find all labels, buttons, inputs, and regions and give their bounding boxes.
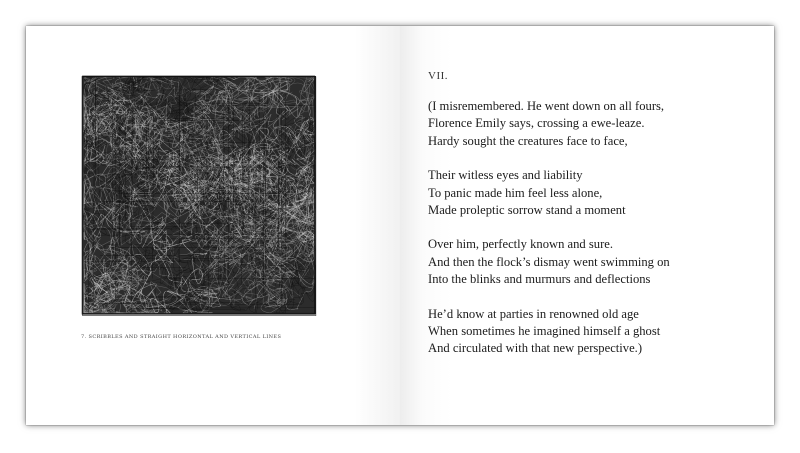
poem bbox=[428, 98, 670, 375]
stanza-4 bbox=[428, 306, 670, 358]
poem-line: And then the flock’s dismay went swimming on bbox=[428, 254, 670, 269]
poem-line: Their witless eyes and liability bbox=[428, 168, 583, 183]
poem-line: (I misremembered. He went down on all fours, bbox=[428, 99, 665, 113]
poem-line: Florence Emily says, crossing a ewe-leaze. bbox=[428, 116, 645, 131]
scribble-artwork bbox=[81, 74, 318, 316]
poem-line: Into the blinks and murmurs and deflections bbox=[428, 272, 651, 287]
stanza-3 bbox=[428, 236, 670, 288]
poem-line: To panic made him feel less alone, bbox=[428, 185, 603, 200]
stanza-1 bbox=[428, 98, 670, 150]
section-number: VII. bbox=[428, 70, 449, 82]
poem-line: He’d know at parties in renowned old age bbox=[428, 306, 639, 321]
artwork-caption: 7. SCRIBBLES AND STRAIGHT HORIZONTAL AND VERTICAL LINES bbox=[81, 334, 282, 340]
poem-line: And circulated with that new perspective.) bbox=[428, 341, 643, 356]
stanza-2 bbox=[428, 167, 670, 219]
poem-line: When sometimes he imagined himself a ghost bbox=[428, 324, 661, 339]
poem-line: Made proleptic sorrow stand a moment bbox=[428, 203, 626, 218]
poem-line: Over him, perfectly known and sure. bbox=[428, 237, 614, 252]
poem-line: Hardy sought the creatures face to face, bbox=[428, 133, 628, 148]
